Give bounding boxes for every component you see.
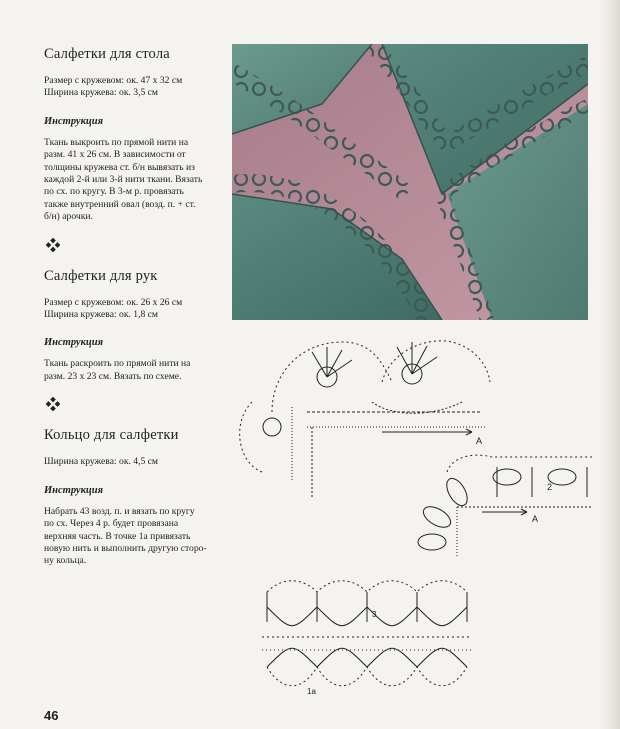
napkins-photo xyxy=(232,44,588,320)
page-number: 46 xyxy=(44,708,59,723)
napkins-photo-illustration xyxy=(232,44,588,320)
ornament-diamond-icon xyxy=(46,397,60,411)
instruction-heading: Инструкция xyxy=(44,484,104,496)
label-a-middle: A xyxy=(532,514,539,524)
instruction-line: каждой 2-й или 3-й нити ткани. Вязать xyxy=(44,174,203,186)
row-label-3: 3 xyxy=(372,610,377,619)
crochet-chart-svg xyxy=(232,332,602,704)
instruction-line: новую нить и выполнить другую сторо- xyxy=(44,542,207,554)
instruction-line: разм. 23 х 23 см. Вязать по схеме. xyxy=(44,370,182,382)
instruction-heading: Инструкция xyxy=(44,337,104,349)
section-table-napkins xyxy=(44,46,222,224)
crochet-diagram xyxy=(232,332,602,704)
instruction-line: Ткань раскроить по прямой нити на xyxy=(44,358,191,370)
text-column xyxy=(44,46,222,568)
section-napkin-ring xyxy=(44,427,222,567)
row-label-2: 2 xyxy=(547,482,553,492)
instruction-line: б/н) арочки. xyxy=(44,211,93,223)
spec-line: Ширина кружева: ок. 4,5 см xyxy=(44,456,158,468)
instruction-line: верхняя часть. В точке 1а привязать xyxy=(44,530,191,542)
ornament-diamond-icon xyxy=(46,238,60,252)
section-title: Салфетки для рук xyxy=(44,267,158,284)
instruction-line: разм. 41 х 26 см. В зависимости от xyxy=(44,149,186,161)
instruction-line: ну кольца. xyxy=(44,555,87,567)
instruction-line: Ткань выкроить по прямой нити на xyxy=(44,136,189,148)
instruction-line: толщины кружева ст. б/н вывязать из xyxy=(44,161,195,173)
instruction-heading: Инструкция xyxy=(44,115,104,127)
spec-line: Ширина кружева: ок. 1,8 см xyxy=(44,309,158,321)
instruction-line: Набрать 43 возд. п. и вязать по кругу xyxy=(44,505,195,517)
section-title: Кольцо для салфетки xyxy=(44,427,179,444)
point-label-1a: 1а xyxy=(307,687,316,696)
spec-line: Ширина кружева: ок. 3,5 см xyxy=(44,87,158,99)
instruction-line: по сх. Через 4 р. будет провязана xyxy=(44,518,179,530)
section-title: Салфетки для стола xyxy=(44,46,170,62)
spec-line: Размер с кружевом: ок. 47 х 32 см xyxy=(44,75,183,86)
spec-line: Размер с кружевом: ок. 26 х 26 см xyxy=(44,296,183,308)
instruction-line: также внутренний овал (возд. п. + ст. xyxy=(44,198,196,210)
label-a-top: A xyxy=(476,436,483,446)
section-hand-napkins xyxy=(44,268,222,384)
instruction-line: по сх. по кругу. В 3-м р. провязать xyxy=(44,186,184,198)
